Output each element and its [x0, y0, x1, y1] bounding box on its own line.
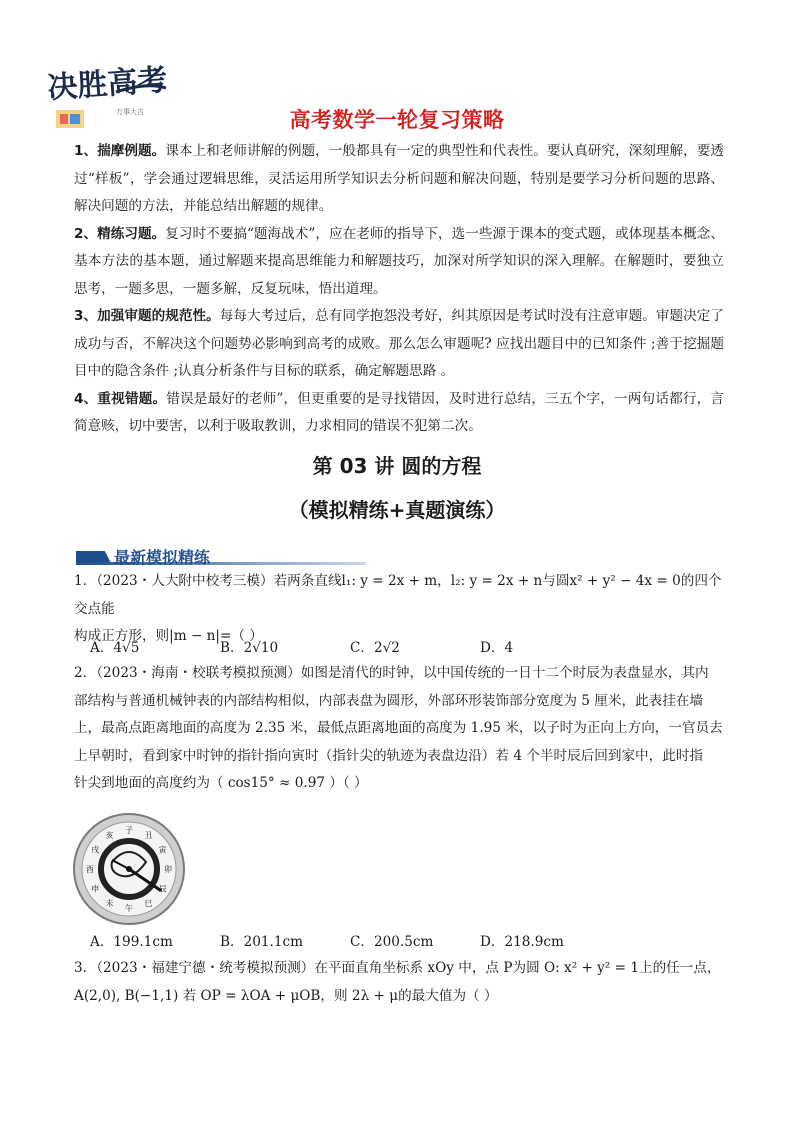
question-1-line-1: 1．（2023・人大附中校考三模）若两条直线l₁: y = 2x + m，l₂: y = 2x + n与圆x² + y² − 4x = 0的四个交点能 [74, 573, 722, 617]
clock-label: 寅 [158, 845, 167, 855]
option-d[interactable]: D．218.9cm [480, 934, 564, 950]
question-1-line-2: 构成正方形，则|m − n|=（ ） [74, 628, 263, 644]
strategy-heading: 3、加强审题的规范性。 [74, 308, 220, 324]
clock-label: 亥 [105, 831, 114, 841]
strategy-item [74, 303, 724, 386]
qing-dynasty-clock-figure [72, 812, 186, 926]
clock-label: 申 [91, 884, 100, 894]
strategy-item [74, 138, 724, 221]
option-c[interactable]: C．2√2 [350, 640, 400, 656]
option-a[interactable]: A．199.1cm [90, 934, 173, 950]
question-2-line-1: 2．（2023・海南・校联考模拟预测）如图是清代的时钟，以中国传统的一日十二个时辰为表盘显水，其内 [74, 665, 709, 681]
lecture-subtitle: （模拟精练+真题演练） [288, 498, 506, 522]
strategy-body: 每每大考过后，总有同学抱怨没考好，纠其原因是考试时没有注意审题。审题决定了成功与否，不解决这个问题势必影响到高考的成败。那么怎么审题呢? 应找出题目中的已知条件 ;善于挖掘题目中的隐含条件 ;认真分析条件与目标的联系，确定解题思路 。 [74, 308, 724, 379]
document-title: 高考数学一轮复习策略 [289, 108, 505, 132]
clock-label: 酉 [86, 865, 94, 874]
question-3 [74, 955, 724, 1010]
clock-label: 丑 [144, 831, 153, 841]
lecture-title: 第 03 讲 圆的方程 [312, 454, 482, 478]
section-label: 最新模拟精练 [114, 548, 211, 567]
clock-label: 戌 [91, 845, 100, 855]
strategy-list [74, 138, 724, 441]
strategy-heading: 2、精练习题。 [74, 225, 166, 242]
clock-label: 未 [105, 898, 114, 908]
option-c[interactable]: C．200.5cm [350, 934, 434, 950]
option-b[interactable]: B．2√10 [220, 640, 279, 656]
question-2 [74, 660, 724, 798]
strategy-body: 复习时不要搞“题海战术”，应在老师的指导下，选一些源于课本的变式题，或体现基本概念、基本方法的基本题，通过解题来提高思维能力和解题技巧，加深对所学知识的深入理解。在解题时，要独立思考，一题多思，一题多解，反复玩味，悟出道理。 [74, 225, 724, 297]
option-d[interactable]: D．4 [480, 640, 514, 656]
clock-label: 辰 [158, 884, 167, 894]
question-2-line-2: 部结构与普通机械钟表的内部结构相似，内部表盘为圆形，外部环形装饰部分宽度为 5 厘米，此表挂在墙 [74, 692, 704, 709]
logo-text: 决胜高考 [46, 62, 169, 107]
question-2-line-4: 上早朝时，看到家中时钟的指针指向寅时（指针尖的轨迹为表盘边沿）若 4 个半时辰后回到家中，此时指 [74, 747, 704, 764]
question-3-line-2: A(2,0), B(−1,1) 若 OP = λOA + μOB，则 2λ + μ的最大值为（ ） [74, 987, 498, 1004]
clock-label: 午 [125, 904, 133, 913]
clock-center-pin [126, 866, 132, 872]
strategy-body: 错误是最好的老师”，但更重要的是寻找错因，及时进行总结，三五个字，一两句话都行，言简意赅，切中要害，以利于吸取教训，力求相同的错误不犯第二次。 [74, 390, 724, 434]
option-a[interactable]: A．4√5 [90, 640, 140, 656]
strategy-heading: 4、重视错题。 [74, 390, 167, 407]
strategy-heading: 1、揣摩例题。 [74, 143, 166, 159]
logo-subtext: 万事大吉 [116, 108, 144, 116]
option-b[interactable]: B．201.1cm [220, 934, 304, 950]
clock-label: 卯 [164, 865, 172, 874]
question-3-line-1: 3．（2023・福建宁德・统考模拟预测）在平面直角坐标系 xOy 中，点 P为圆 O: x² + y² = 1上的任一点， [74, 960, 721, 976]
clock-label: 巳 [144, 898, 153, 908]
question-2-line-3: 上，最高点距离地面的高度为 2.35 米，最低点距离地面的高度为 1.95 米，以子时为正向上方向，一官员去 [74, 720, 723, 736]
question-1-options [90, 636, 650, 656]
clock-label: 子 [125, 826, 133, 835]
strategy-item [74, 221, 724, 304]
question-2-options [90, 930, 650, 950]
section-banner [76, 545, 376, 569]
question-2-line-5: 针尖到地面的高度约为（ cos15° ≈ 0.97 ）（ ） [74, 775, 368, 791]
strategy-body: 课本上和老师讲解的例题，一般都具有一定的典型性和代表性。要认真研究，深刻理解，要透过“样板”，学会通过逻辑思维，灵活运用所学知识去分析问题和解决问题，特别是要学习分析问题的思路、解决问题的方法，并能总结出解题的规律。 [74, 143, 724, 214]
strategy-item [74, 386, 724, 441]
